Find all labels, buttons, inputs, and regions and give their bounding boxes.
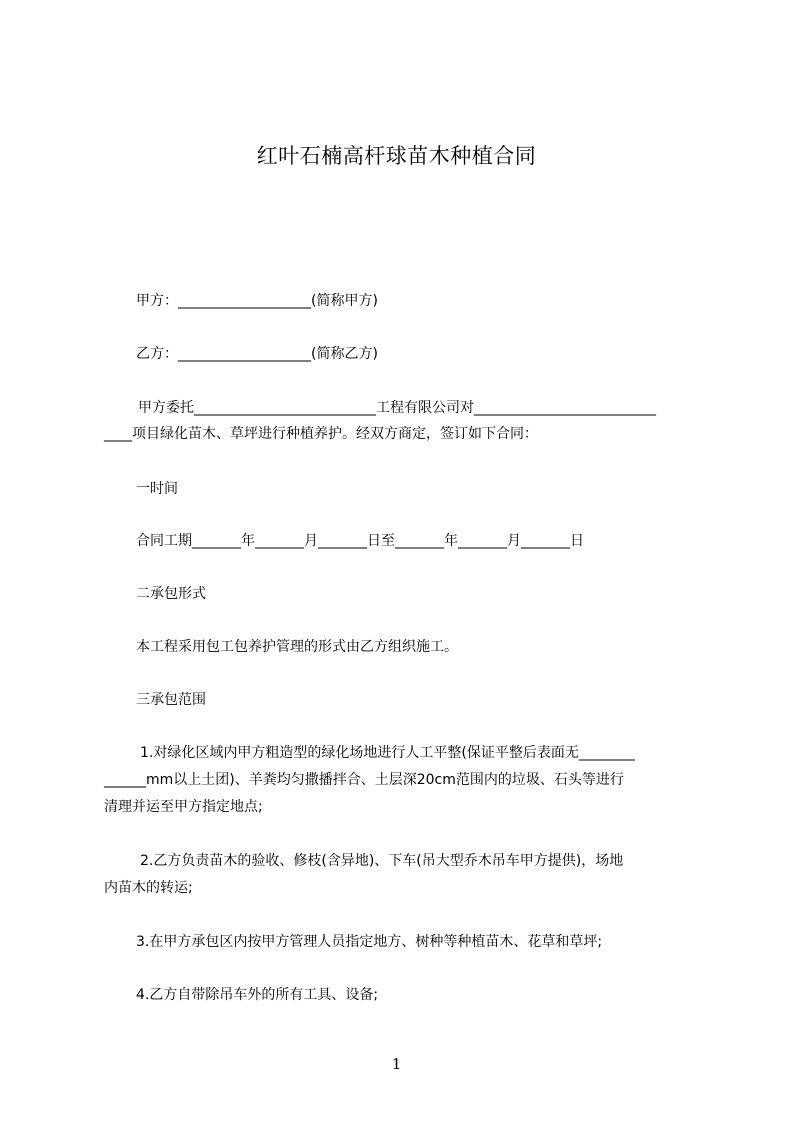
contract-period-line: 合同工期_______年_______月_______日至_______年_______月_______日 (136, 533, 584, 549)
page-number: 1 (391, 1055, 402, 1073)
section-heading-time: 一时间 (136, 481, 178, 497)
contract-form-text: 本工程采用包工包养护管理的形式由乙方组织施工。 (136, 639, 458, 655)
party-b-line: 乙方：___________________(简称乙方) (136, 346, 378, 362)
scope-item-1-line-2: ______mm以上土团)、羊粪均匀撒播拌合、土层深20cm范围内的垃圾、石头等进行 (104, 772, 624, 788)
scope-item-3: 3.在甲方承包区内按甲方管理人员指定地方、树种等种植苗木、花草和草坪; (136, 934, 603, 950)
scope-item-2-line-1: 2.乙方负责苗木的验收、修枝(含异地)、下车(吊大型乔木吊车甲方提供)，场地 (140, 853, 624, 869)
scope-item-4: 4.乙方自带除吊车外的所有工具、设备; (136, 987, 379, 1003)
document-title: 红叶石楠高杆球苗木种植合同 (256, 144, 537, 168)
entrust-line-1: 甲方委托__________________________工程有限公司对__________________________ (138, 400, 656, 416)
section-heading-contract-form: 二承包形式 (136, 586, 206, 602)
section-heading-contract-scope: 三承包范围 (136, 692, 206, 708)
party-a-line: 甲方：___________________(简称甲方) (136, 293, 378, 309)
scope-item-2-line-2: 内苗木的转运; (104, 880, 193, 896)
entrust-line-2: ____项目绿化苗木、草坪进行种植养护。经双方商定，签订如下合同： (104, 426, 538, 442)
scope-item-1-line-1: 1.对绿化区域内甲方粗造型的绿化场地进行人工平整(保证平整后表面无________ (140, 745, 635, 761)
scope-item-1-line-3: 清理并运至甲方指定地点; (104, 799, 263, 815)
